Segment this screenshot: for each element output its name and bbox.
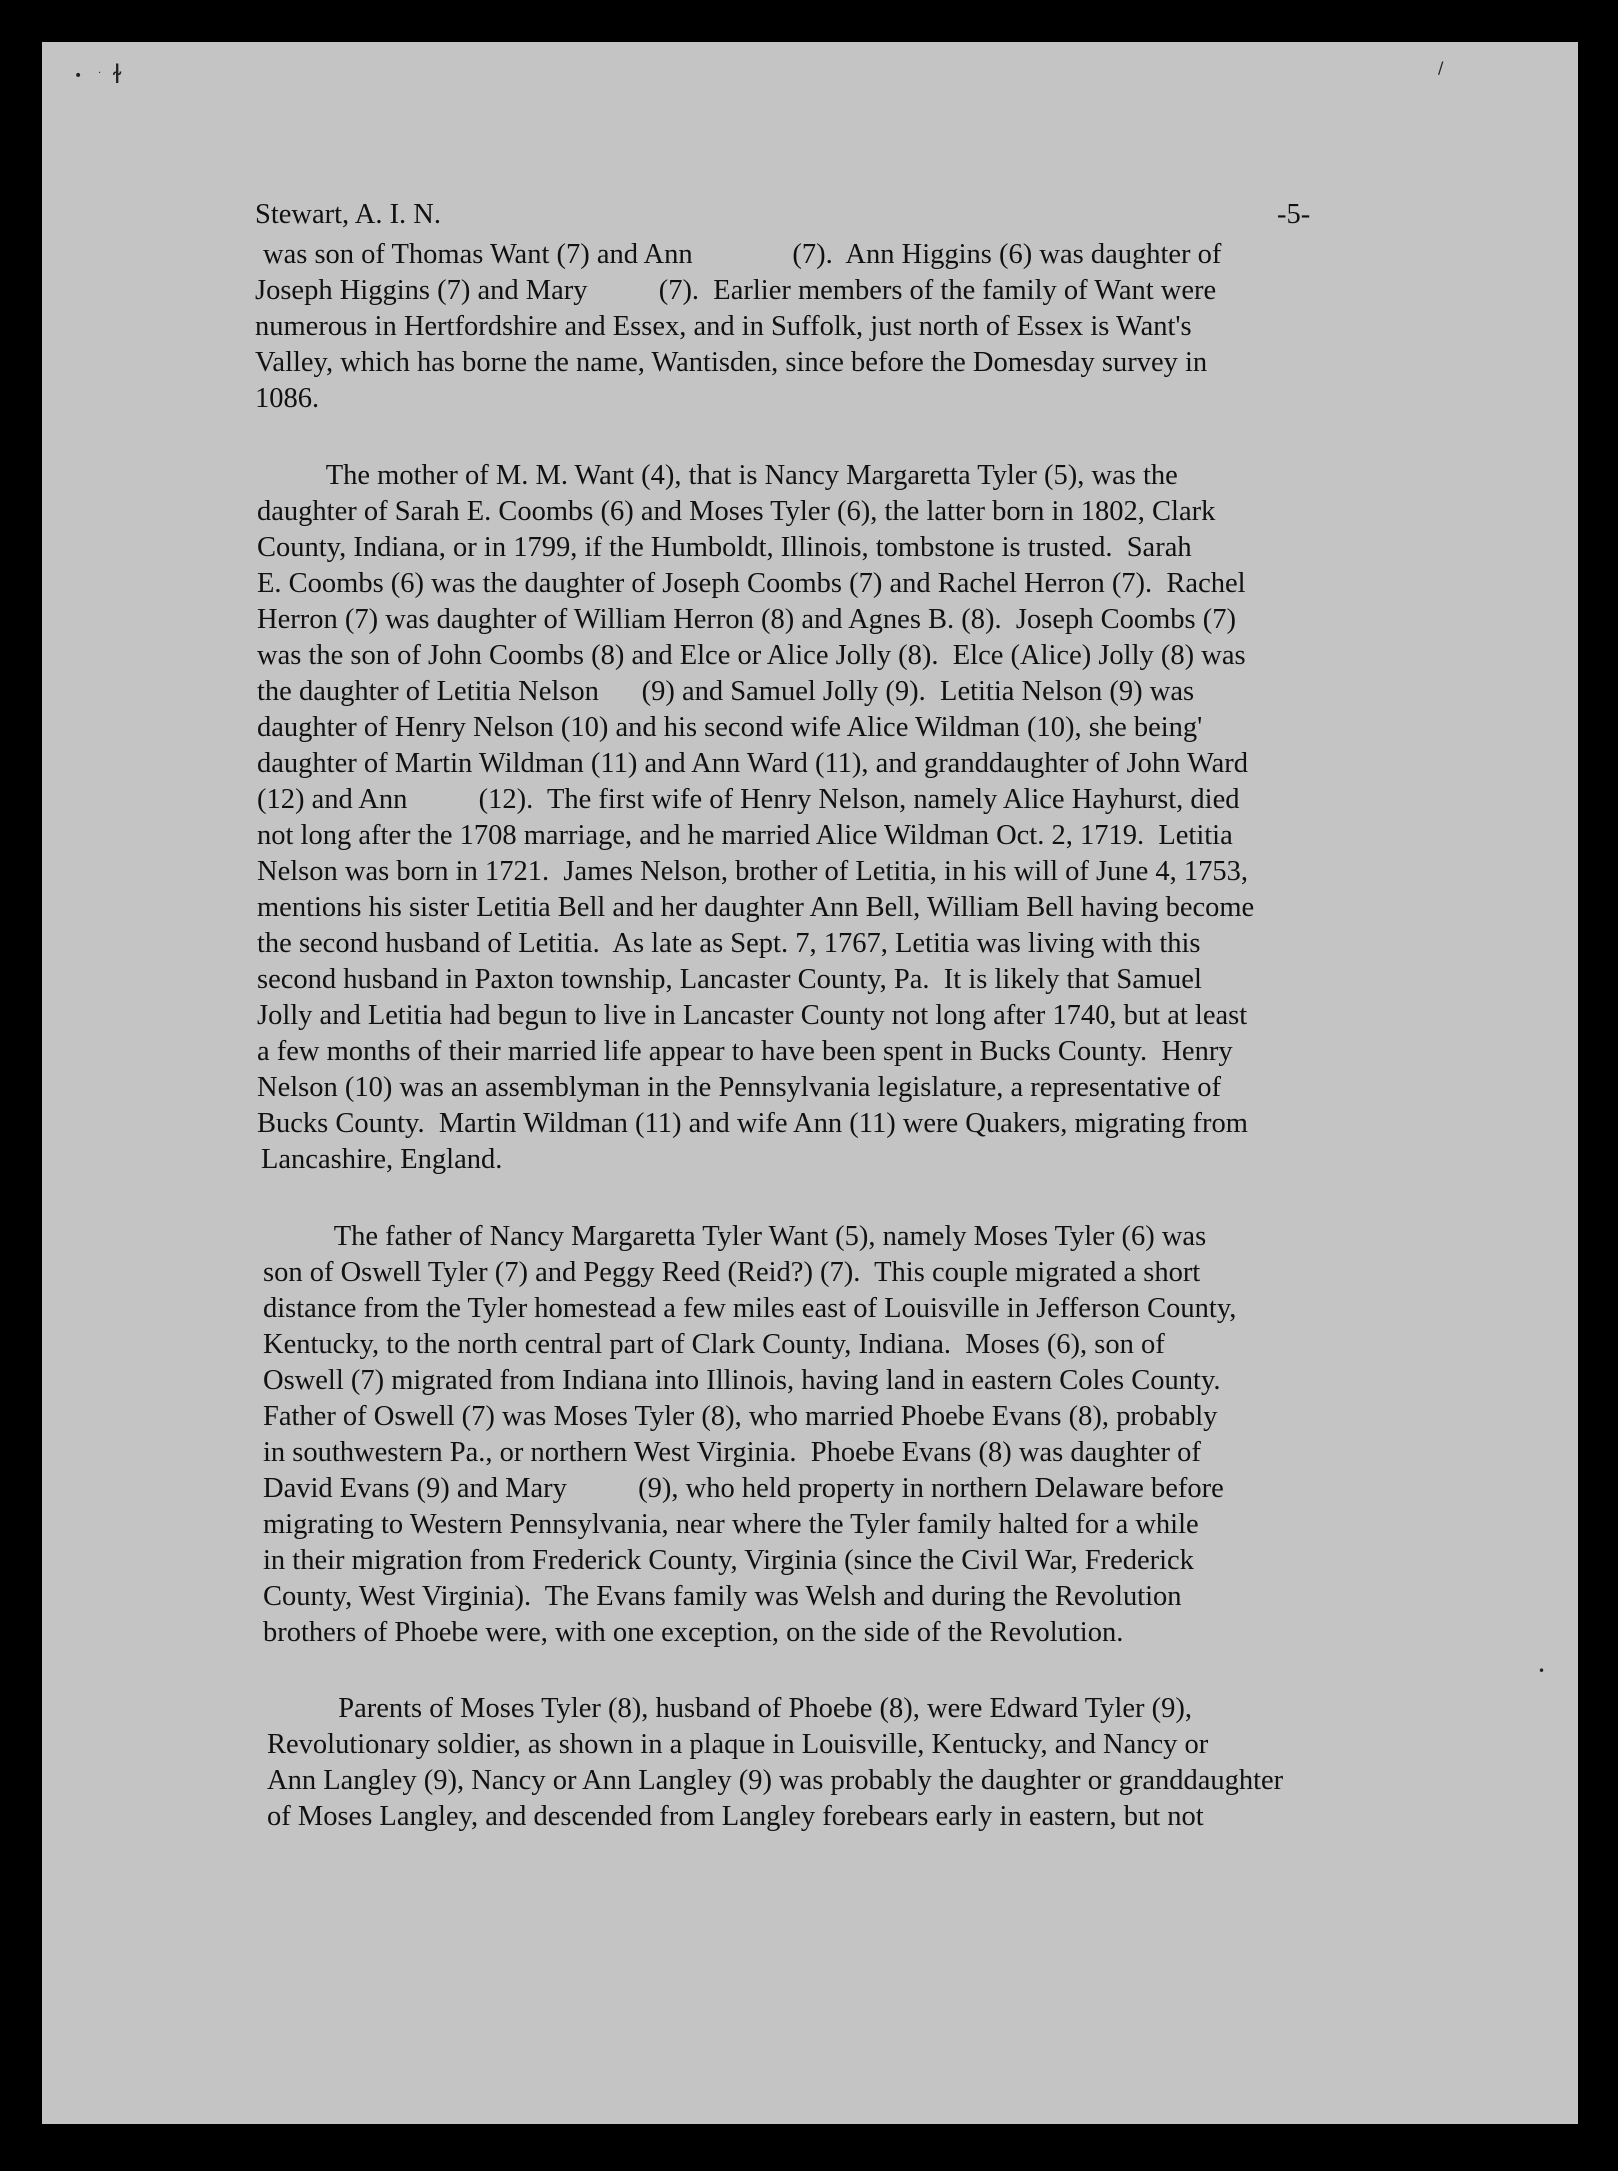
text-line: Lancashire, England. [261,1144,503,1175]
text-line: migrating to Western Pennsylvania, near where the Tyler family halted for a while [263,1509,1199,1540]
text-line: daughter of Sarah E. Coombs (6) and Moses Tyler (6), the latter born in 1802, Clark [257,496,1216,527]
text-line: The father of Nancy Margaretta Tyler Want (5), namely Moses Tyler (6) was [263,1221,1207,1252]
text-line: The mother of M. M. Want (4), that is Nancy Margaretta Tyler (5), was the [255,460,1178,491]
text-line: second husband in Paxton township, Lancaster County, Pa. It is likely that Samuel [257,964,1202,995]
text-line: Joseph Higgins (7) and Mary (7). Earlier members of the family of Want were [255,275,1217,306]
text-line: the daughter of Letitia Nelson (9) and Samuel Jolly (9). Letitia Nelson (9) was [257,676,1195,707]
text-line: daughter of Martin Wildman (11) and Ann Ward (11), and granddaughter of John Ward [257,748,1248,779]
scan-mark-dot: · [98,68,102,79]
text-line: (12) and Ann (12). The first wife of Henry Nelson, namely Alice Hayhurst, died [257,784,1240,815]
page-number: -5- [1277,199,1311,230]
text-line: County, Indiana, or in 1799, if the Humboldt, Illinois, tombstone is trusted. Sarah [257,532,1192,563]
text-line: Valley, which has borne the name, Wantisden, since before the Domesday survey in [255,347,1208,378]
text-line: was the son of John Coombs (8) and Elce or Alice Jolly (8). Elce (Alice) Jolly (8) was [257,640,1246,671]
document-page [42,42,1578,2124]
text-line: Nelson was born in 1721. James Nelson, brother of Letitia, in his will of June 4, 1753, [257,856,1249,887]
text-line: numerous in Hertfordshire and Essex, and in Suffolk, just north of Essex is Want's [255,311,1192,342]
text-line: son of Oswell Tyler (7) and Peggy Reed (Reid?) (7). This couple migrated a short [263,1257,1201,1288]
text-line: Father of Oswell (7) was Moses Tyler (8), who married Phoebe Evans (8), probably [263,1401,1218,1432]
text-line: County, West Virginia). The Evans family was Welsh and during the Revolution [263,1581,1182,1612]
text-line: distance from the Tyler homestead a few miles east of Louisville in Jefferson County, [263,1293,1237,1324]
text-line: David Evans (9) and Mary (9), who held property in northern Delaware before [263,1473,1224,1504]
text-line: in their migration from Frederick County, Virginia (since the Civil War, Frederick [263,1545,1194,1576]
text-line: Jolly and Letitia had begun to live in Lancaster County not long after 1740, but at least [257,1000,1248,1031]
scan-mark-tick: / [1438,58,1444,77]
text-line: daughter of Henry Nelson (10) and his second wife Alice Wildman (10), she being' [257,712,1203,743]
text-line: Kentucky, to the north central part of Clark County, Indiana. Moses (6), son of [263,1329,1165,1360]
text-line: not long after the 1708 marriage, and he married Alice Wildman Oct. 2, 1719. Letitia [257,820,1233,851]
text-line: Oswell (7) migrated from Indiana into Illinois, having land in eastern Coles County. [263,1365,1221,1396]
scan-mark-dot: • [1538,1664,1546,1678]
text-line: Bucks County. Martin Wildman (11) and wife Ann (11) were Quakers, migrating from [257,1108,1248,1139]
text-line: mentions his sister Letitia Bell and her daughter Ann Bell, William Bell having become [257,892,1255,923]
text-line: Ann Langley (9), Nancy or Ann Langley (9) was probably the daughter or granddaughter [267,1765,1284,1796]
text-line: Revolutionary soldier, as shown in a plaque in Louisville, Kentucky, and Nancy or [267,1729,1209,1760]
text-line: in southwestern Pa., or northern West Virginia. Phoebe Evans (8) was daughter of [263,1437,1201,1468]
text-line: of Moses Langley, and descended from Langley forebears early in eastern, but not [267,1801,1204,1832]
text-line: 1086. [255,383,320,414]
text-line: was son of Thomas Want (7) and Ann (7). Ann Higgins (6) was daughter of [263,239,1222,270]
text-line: Parents of Moses Tyler (8), husband of Phoebe (8), were Edward Tyler (9), [267,1693,1192,1724]
text-line: brothers of Phoebe were, with one exception, on the side of the Revolution. [263,1617,1124,1648]
page-header-author: Stewart, A. I. N. [255,199,442,230]
scan-mark-glyph: ɫ [112,60,123,90]
text-line: Nelson (10) was an assemblyman in the Pennsylvania legislature, a representative of [257,1072,1221,1103]
text-line: Herron (7) was daughter of William Herron (8) and Agnes B. (8). Joseph Coombs (7) [257,604,1236,635]
text-line: the second husband of Letitia. As late as Sept. 7, 1767, Letitia was living with this [257,928,1201,959]
text-line: a few months of their married life appear to have been spent in Bucks County. Henry [257,1036,1233,1067]
text-line: E. Coombs (6) was the daughter of Joseph Coombs (7) and Rachel Herron (7). Rachel [257,568,1246,599]
scan-mark-dot: • [74,68,83,84]
